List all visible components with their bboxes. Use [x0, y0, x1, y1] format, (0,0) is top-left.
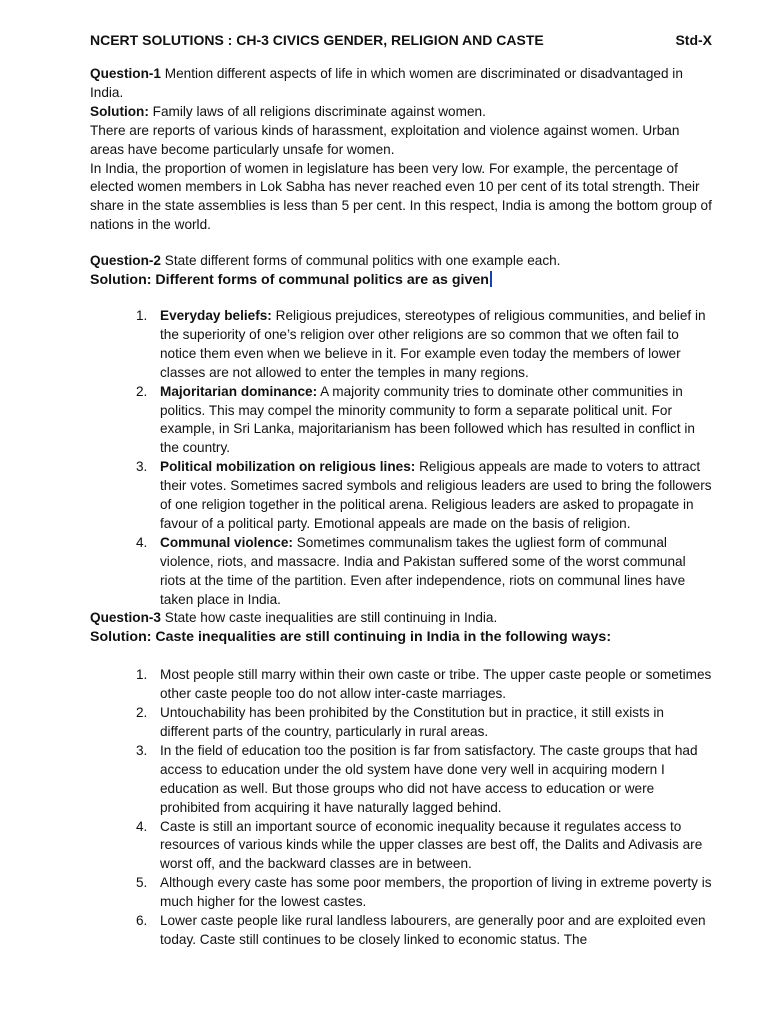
list-item-number: 3.: [136, 742, 148, 758]
question-1-block: [90, 65, 712, 235]
list-item: [90, 534, 712, 610]
question-3-text: State how caste inequalities are still continuing in India.: [161, 610, 498, 626]
solution-1-label: Solution:: [90, 103, 149, 119]
list-item-text: In the field of education too the position is far from satisfactory. The caste groups that had access to education under the old system have done very well in acquiring modern I education as well. But those groups who did not have access to education or were prohibited from acquiring it have naturally lagged behind.: [160, 742, 698, 815]
list-item-text: Most people still marry within their own caste or tribe. The upper caste people or sometimes other caste people too do not allow inter-caste marriages.: [160, 667, 712, 702]
list-item-text: Caste is still an important source of economic inequality because it regulates access to: [160, 818, 682, 834]
list-item-number: 3.: [136, 459, 148, 475]
question-1-label: Question-1: [90, 66, 161, 81]
list-item: [90, 874, 712, 912]
list-item-text: A majority community tries to dominate other communities in politics. This may compel the minority community to form a separate political unit. For example, in Sri Lanka, majoritarianism has been followed which has resulted in conflict in the country.: [160, 383, 695, 456]
list-item-text: Religious appeals are made to voters to attract their votes. Sometimes sacred symbols and religious leaders are used to bring the followers of one religion together in the political arena. Religious leaders are asked to propagate in favour of a political party. Emotional appeals are made on the basis of religion.: [160, 459, 712, 531]
question-3-block: [90, 609, 712, 949]
list-item-number: 5.: [136, 875, 148, 891]
question-2-label: Question-2: [90, 253, 161, 269]
solution-1-text: Family laws of all religions discriminate against women.: [148, 103, 486, 119]
solution-1-paragraph: There are reports of various kinds of harassment, exploitation and violence against women. Urban areas have become particularly unsafe for women.: [90, 122, 680, 157]
list-item-text: Sometimes communalism takes the ugliest form of communal violence, riots, and massacre. India and Pakistan suffered some of the worst communal riots at the time of the partition. Even after independence, riots on communal lines have taken place in India.: [160, 534, 686, 607]
list-item-title: Political mobilization on religious lines:: [160, 459, 416, 475]
list-item-text: Untouchability has been prohibited by the Constitution but in practice, it still exists in different parts of the country, particularly in rural areas.: [160, 705, 664, 739]
list-item: [90, 307, 712, 383]
list-item: [90, 458, 712, 534]
document-header: [90, 31, 712, 49]
list-item: [90, 912, 712, 950]
solution-2-text: Solution: Different forms of communal politics are as given: [90, 272, 489, 289]
list-item-title: Everyday beliefs:: [160, 307, 272, 323]
solution-2-heading: [90, 271, 712, 290]
list-item-title: Majoritarian dominance:: [160, 383, 318, 399]
list-item: [90, 666, 712, 704]
text-cursor: [490, 271, 492, 287]
caste-inequality-list: [90, 666, 712, 950]
solution-1-paragraph: In India, the proportion of women in legislature has been very low. For example, the percentage of elected women members in Lok Sabha has never reached even 10 per cent of its total strength. Their share in the state assemblies is less than 5 per cent. In this respect, India is among the bottom group of nations in the world.: [90, 160, 712, 233]
question-2: [90, 252, 712, 271]
question-1-text: Mention different aspects of life in which women are discriminated or disadvantaged in India.: [90, 66, 683, 100]
communal-politics-list: [90, 307, 712, 610]
list-item-number: 1.: [136, 307, 148, 323]
list-item: [90, 742, 712, 818]
list-item-text: Religious prejudices, stereotypes of religious communities, and belief in the superiority of one’s religion over other religions are so common that we often fail to notice them even when we believe in it. For example even today the members of lower classes are not allowed to enter the temples in many regions.: [160, 307, 706, 380]
list-item-number: 2.: [136, 705, 148, 721]
list-item-text: Lower caste people like rural landless labourers, are generally poor and are exploited even today. Caste still continues to be closely linked to economic status. The: [160, 913, 706, 947]
question-3-label: Question-3: [90, 610, 161, 626]
list-item-number: 1.: [136, 667, 148, 683]
question-3: [90, 609, 712, 628]
list-item-number: 4.: [136, 534, 148, 550]
solution-1: [90, 103, 712, 122]
list-item-text-continued: resources of various kinds while the upper classes are best off, the Dalits and Adivasis are worst off, and the backward classes are in between.: [160, 837, 703, 872]
question-2-text: State different forms of communal politics with one example each.: [161, 253, 561, 269]
list-item-number: 6.: [136, 913, 148, 929]
solution-3-heading: Solution: Caste inequalities are still continuing in India in the following ways:: [90, 629, 612, 646]
list-item-number: 4.: [136, 818, 148, 834]
list-item: [90, 704, 712, 742]
standard-label: Std-X: [675, 32, 712, 48]
document-title: NCERT SOLUTIONS : CH-3 CIVICS GENDER, RELIGION AND CASTE: [90, 32, 544, 48]
list-item-title: Communal violence:: [160, 534, 293, 550]
list-item: [90, 383, 712, 459]
list-item-number: 2.: [136, 383, 148, 399]
list-item-text: Although every caste has some poor members, the proportion of living in extreme poverty is much higher for the lowest castes.: [160, 875, 712, 910]
question-1: [90, 65, 712, 103]
question-2-block: [90, 252, 712, 609]
list-item: [90, 818, 712, 875]
